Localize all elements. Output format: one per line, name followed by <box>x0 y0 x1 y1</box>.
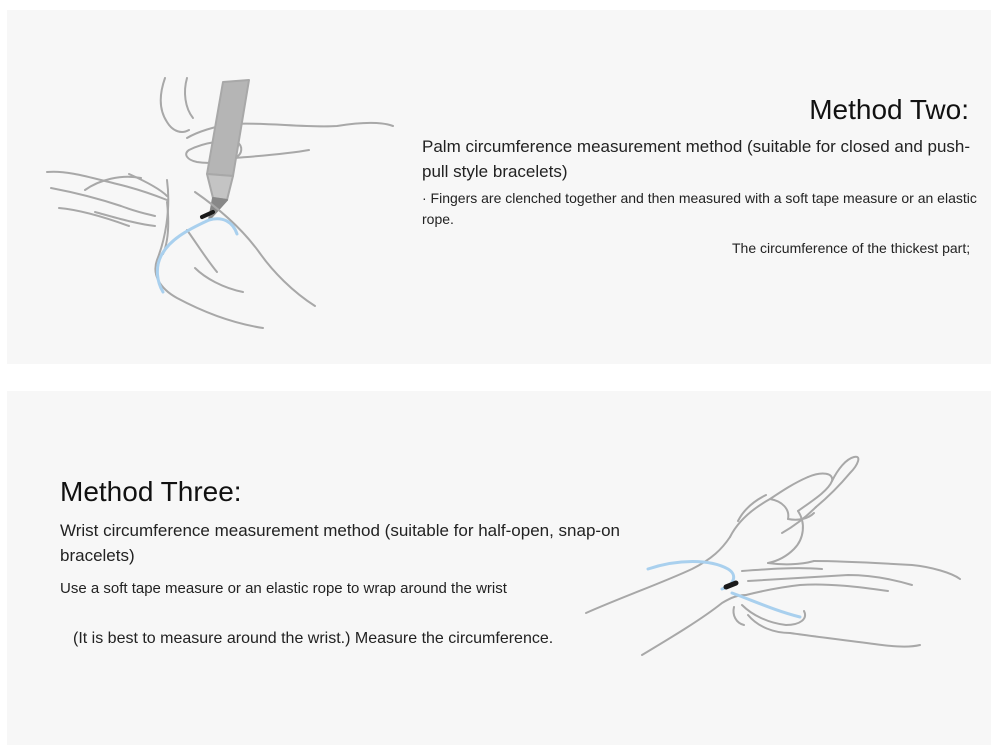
method-three-instruction: Use a soft tape measure or an elastic rope to wrap around the wrist <box>60 580 507 597</box>
method-three-subtitle: Wrist circumference measurement method (suitable for half-open, snap-on bracelets) <box>60 521 620 565</box>
method-three-note: (It is best to measure around the wrist.) Measure the circumference. <box>73 630 554 647</box>
method-two-subtitle: Palm circumference measurement method (suitable for closed and push-pull style bracelets) <box>422 137 971 181</box>
method-two-note: The circumference of the thickest part; <box>732 240 971 256</box>
method-two-instruction: · Fingers are clenched together and then measured with a soft tape measure or an elastic rope. <box>422 190 977 227</box>
method-three-title: Method Three: <box>60 476 242 507</box>
method-two-panel <box>7 10 991 364</box>
palm-measurement-illustration <box>37 70 407 340</box>
method-three-panel <box>7 391 991 745</box>
wrist-measurement-illustration <box>582 451 972 671</box>
method-two-title: Method Two: <box>809 94 969 125</box>
